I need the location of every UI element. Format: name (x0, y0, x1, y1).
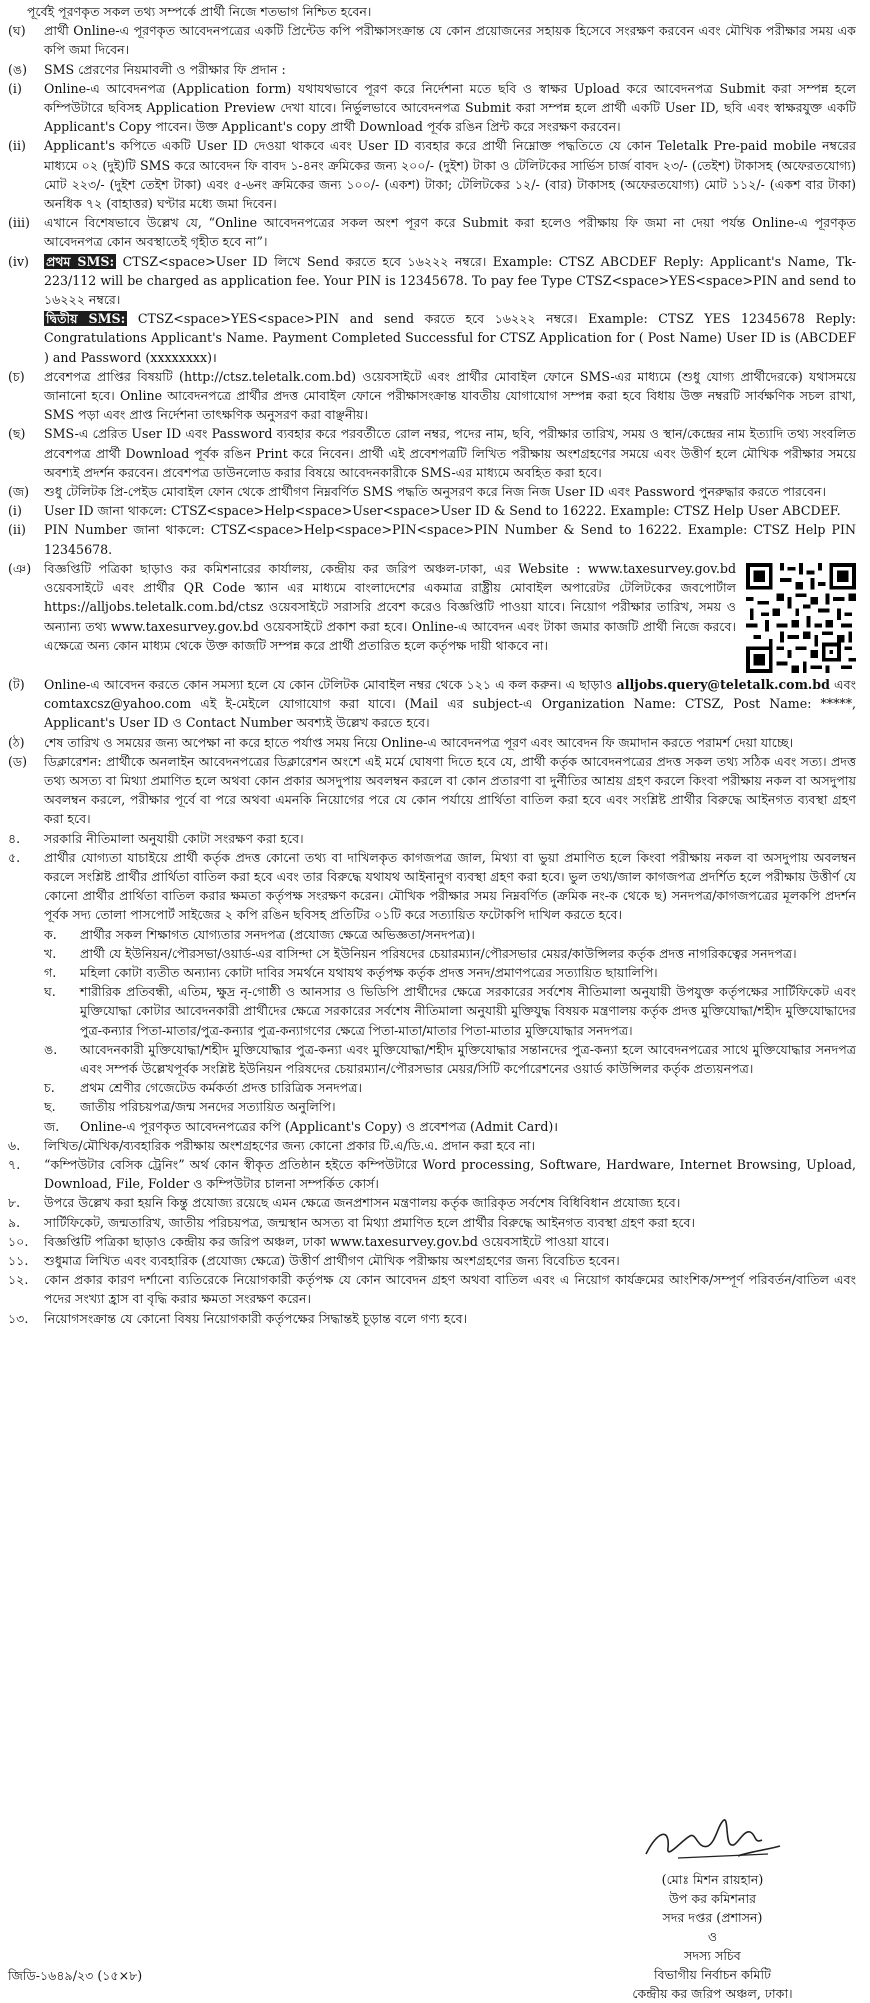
item-12 (8, 1270, 856, 1308)
item-sms-iii (8, 213, 856, 251)
marker: চ. (44, 1080, 55, 1096)
marker: গ. (44, 964, 57, 980)
signatory-name: (মোঃ মিশন রায়হান) (661, 1872, 764, 1887)
item-7 (8, 1155, 856, 1193)
item-text: প্রার্থী Online-এ পূরণকৃত আবেদনপত্রের একটি প্রিন্টেড কপি পরীক্ষাসংক্রান্ত যে কোন প্রয়োজনের সহায়ক হিসেবে সংরক্ষণ করবেন এবং মৌখিক পরীক্ষার সময় এক কপি জমা দিবেন। (44, 23, 856, 58)
item-gha (8, 21, 856, 59)
doc-item-ga (8, 963, 856, 982)
item-text: কোন প্রকার কারণ দর্শানো ব্যতিরেকে নিয়োগকারী কর্তৃপক্ষ যে কোন আবেদন গ্রহণ অথবা বাতিল এবং এ নিয়োগ কার্যক্রমের আংশিক/সম্পূর্ণ পরিবর্তন/বাতিল এবং পদের সংখ্যা হ্রাস বা বৃদ্ধি করার ক্ষমতা সংরক্ষণ করেন। (44, 1272, 856, 1307)
item-4 (8, 829, 856, 848)
item-jha (8, 559, 856, 675)
item-9 (8, 1213, 856, 1232)
item-da (8, 752, 856, 829)
doc-item-umo (8, 1040, 856, 1078)
signatory-zone: কেন্দ্রীয় কর জরিপ অঞ্চল, ঢাকা। (632, 1986, 793, 2001)
marker: ক. (44, 926, 57, 942)
item-text: শেষ তারিখ ও সময়ের জন্য অপেক্ষা না করে হাতে পর্যাপ্ত সময় নিয়ে Online-এ আবেদনপত্র পূরণ এবং আবেদন ফি জমাদান করতে পরামর্শ দেয়া যাচ্ছে। (44, 734, 794, 750)
ta-text-1: Online-এ আবেদন করতে কোন সমস্যা হলে যে কোন টেলিটক মোবাইল নম্বর থেকে ১২১ এ কল করুন। এ ছাড়াও (44, 676, 617, 692)
marker: (ii) (8, 138, 26, 154)
marker: (ট) (8, 676, 25, 692)
item-text (44, 559, 856, 675)
item-text: শুধু টেলিটক প্রি-পেইড মোবাইল ফোন থেকে প্রার্থীগণ নিম্নবর্ণিত SMS পদ্ধতি অনুসরণ করে নিজ নিজ User ID এবং Password পুনরুদ্ধার করতে পারবেন। (44, 484, 827, 500)
signature-block (575, 1810, 850, 2003)
marker: (ঠ) (8, 734, 25, 750)
marker: (ঙ) (8, 61, 28, 77)
item-ta (8, 675, 856, 733)
item-text: SMS-এ প্রেরিত User ID এবং Password ব্যবহার করে পরবর্তীতে রোল নম্বর, পদের নাম, ছবি, পরীক্ষার তারিখ, সময় ও স্থান/কেন্দ্রের নাম ইত্যাদি তথ্য সংবলিত প্রবেশপত্র প্রার্থী Download পূর্বক রঙিন Print করে নিবেন। প্রার্থী এই প্রবেশপত্রটি লিখিত পরীক্ষায় অংশগ্রহণের সময়ে এবং উত্তীর্ণ হলে মৌখিক পরীক্ষার সময়ে অবশ্যই প্রদর্শন করবেন। প্রবেশপত্র ডাউনলোড করার বিষয়ে আবেদনকারীকে SMS-এর মাধ্যমে অবহিত করা হবে। (44, 426, 856, 480)
item-text: ডিক্লারেশন: প্রার্থীকে অনলাইন আবেদনপত্রের ডিক্লারেশন অংশে এই মর্মে ঘোষণা দিতে হবে যে, প্রার্থী কর্তৃক আবেদনপত্রের প্রদত্ত সকল তথ্য সঠিক এবং সত্য। প্রদত্ত তথ্য অসত্য বা মিথ্যা প্রমাণিত হলে অথবা কোন প্রকার অসদুপায় অবলম্বন করলে বা কোন প্রতারণা বা দুর্নীতির আশ্রয় গ্রহণ করলে কিংবা পরীক্ষায় নকল বা অসদুপায় অবলম্বন করলে, পরীক্ষার পূর্বে বা পরে অথবা এমনকি নিয়োগের পরে যে কোন পর্যায়ে প্রার্থিতা বাতিল করা হবে এবং সংশ্লিষ্ট প্রার্থীর বিরুদ্ধে আইনগত ব্যবস্থা গ্রহণ করা হবে। (44, 753, 856, 827)
item-text: লিখিত/মৌখিক/ব্যবহারিক পরীক্ষায় অংশগ্রহণের জন্য কোনো প্রকার টি.এ/ডি.এ. প্রদান করা হবে না। (44, 1137, 535, 1153)
marker: ১০. (8, 1233, 29, 1249)
item-text: সার্টিফিকেট, জন্মতারিখ, জাতীয় পরিচয়পত্র, জন্মস্থান অসত্য বা মিথ্যা প্রমাণিত হলে প্রার্থীর বিরুদ্ধে আইনগত ব্যবস্থা গ্রহণ করা হবে। (44, 1214, 696, 1230)
doc-item-cha (8, 1078, 856, 1097)
item-sms-ii (8, 136, 856, 213)
item-11 (8, 1251, 856, 1270)
qr-code-icon[interactable] (746, 563, 856, 673)
first-sms-text: CTSZ<space>User ID লিখে Send করতে হবে ১৬২২২ নম্বরে। Example: CTSZ ABCDEF Reply: Applicant's Name, Tk-223/112 will be charged as application fee. Your PIN is 12345678. To pay fee Type CTSZ<space>YES<space>PIN and send to ১৬২২২ নম্বরে। (44, 253, 856, 308)
marker: ৮. (8, 1195, 21, 1211)
marker: (iii) (8, 215, 30, 231)
first-sms-tag: প্রথম SMS: (46, 253, 115, 269)
signatory-committee: বিভাগীয় নির্বাচন কমিটি (654, 1967, 771, 1982)
doc-item-ja (8, 1117, 856, 1136)
marker: ঙ. (44, 1041, 58, 1057)
marker: (জ) (8, 484, 30, 500)
item-text: সরকারি নীতিমালা অনুযায়ী কোটা সংরক্ষণ করা হবে। (44, 830, 304, 846)
second-sms-tag: দ্বিতীয় SMS: (46, 311, 126, 327)
marker: (চ) (8, 368, 25, 384)
doc-item-kha (8, 944, 856, 963)
marker: (ii) (8, 522, 26, 538)
marker: ৭. (8, 1156, 21, 1172)
marker: (i) (8, 503, 22, 519)
signatory-title: উপ কর কমিশনার (668, 1891, 757, 1906)
helpdesk-email-link[interactable]: alljobs.query@teletalk.com.bd (616, 676, 830, 692)
doc-item-gha (8, 982, 856, 1040)
marker: (ঘ) (8, 23, 26, 39)
item-chha (8, 424, 856, 482)
item-umo (8, 60, 856, 79)
marker: ৯. (8, 1214, 21, 1230)
marker: (ঞ) (8, 560, 32, 576)
item-6 (8, 1136, 856, 1155)
item-text: উপরে উল্লেখ করা হয়নি কিন্তু প্রযোজ্য রয়েছে এমন ক্ষেত্রে জনপ্রশাসন মন্ত্রণালয় কর্তৃক জারিকৃত সর্বশেষ বিধিবিধান প্রযোজ্য হবে। (44, 1195, 681, 1211)
item-text: প্রবেশপত্র প্রাপ্তির বিষয়টি (http://ctsz.teletalk.com.bd) ওয়েবসাইটে এবং প্রার্থীর মোবাইল ফোনে SMS-এর মাধ্যমে (শুধু যোগ্য প্রার্থীদেরকে) যথাসময়ে জানানো হবে। Online আবেদনপত্রে প্রার্থীর প্রদত্ত মোবাইল ফোনে পরীক্ষাসংক্রান্ত যাবতীয় যোগাযোগ সম্পন্ন করা হবে বিধায় উক্ত নম্বরটি সার্বক্ষণিক সচল রাখা, SMS পড়া এবং প্রাপ্ত নির্দেশনা তাৎক্ষণিক অনুসরণ করা বাঞ্ছনীয়। (44, 368, 856, 423)
marker: ১৩. (8, 1310, 29, 1326)
item-text (44, 675, 856, 733)
item-cha (8, 367, 856, 425)
item-text: প্রথম শ্রেণীর গেজেটেড কর্মকর্তা প্রদত্ত চারিত্রিক সনদপত্র। (80, 1080, 363, 1096)
marker: ছ. (44, 1099, 56, 1115)
item-ja (8, 482, 856, 501)
item-text: নিয়োগসংক্রান্ত যে কোনো বিষয় নিয়োগকারী কর্তৃপক্ষের সিদ্ধান্তই চূড়ান্ত বলে গণ্য হবে। (44, 1310, 468, 1326)
item-10 (8, 1232, 856, 1251)
marker: ৬. (8, 1137, 21, 1153)
gd-number: জিডি-১৬৪৯/২৩ (১৫×৮) (8, 1968, 143, 1983)
item-text: Online-এ আবেদনপত্র (Application form) যথাযথভাবে পূরণ করে নির্দেশনা মতে ছবি ও স্বাক্ষর Upload করে আবেদনপত্র Submit করা সম্পন্ন হলে কম্পিউটারে ছবিসহ Application Preview দেখা যাবে। নির্ভুলভাবে আবেদনপত্র Submit করা সম্পন্ন হলে প্রার্থী একটি User ID, ছবি এবং স্বাক্ষরযুক্ত একটি Applicant's Copy পাবেন। উক্ত Applicant's copy প্রার্থী Download পূর্বক রঙিন প্রিন্ট করে সংরক্ষণ করবেন। (44, 80, 856, 135)
signatory-office: সদর দপ্তর (প্রশাসন) (662, 1910, 763, 1925)
item-text: শারীরিক প্রতিবন্ধী, এতিম, ক্ষুদ্র নৃ-গোষ্ঠী ও আনসার ও ভিডিপি প্রার্থীদের ক্ষেত্রে সরকারের সর্বশেষ নীতিমালা অনুযায়ী উপযুক্ত কর্তৃপক্ষের সার্টিফিকেট এবং মুক্তিযোদ্ধা কোটার আবেদনকারী প্রার্থীদের ক্ষেত্রে সরকারের সর্বশেষ নীতিমালা অনুযায়ী মুক্তিযুদ্ধ বিষয়ক মন্ত্রণালয় কর্তৃক প্রদত্ত মুক্তিযোদ্ধা/শহীদ মুক্তিযোদ্ধাদের পুত্র-কন্যার পিতা-মাতার/পুত্র-কন্যার পুত্র-কন্যাগণের ক্ষেত্রে পিতা-মাতা/মাতার পিতা-মাতার মুক্তিযোদ্ধার সনদপত্র। (80, 984, 856, 1038)
item-recover-i (8, 501, 856, 520)
doc-item-chha (8, 1097, 856, 1116)
item-text: শুধুমাত্র লিখিত এবং ব্যবহারিক (প্রযোজ্য ক্ষেত্রে) উত্তীর্ণ প্রার্থীগণ মৌখিক পরীক্ষায় অংশগ্রহণের জন্য বিবেচিত হবেন। (44, 1252, 620, 1268)
item-text: প্রার্থী যে ইউনিয়ন/পৌরসভা/ওয়ার্ড-এর বাসিন্দা সে ইউনিয়ন পরিষদের চেয়ারম্যান/পৌরসভার মেয়র/কাউন্সিলর কর্তৃক প্রদত্ত নাগরিকত্বের সনদপত্র। (80, 945, 797, 961)
item-text: PIN Number জানা থাকলে: CTSZ<space>Help<space>PIN<space>PIN Number & Send to 16222. Example: CTSZ Help PIN 12345678. (44, 522, 856, 557)
item-text: এখানে বিশেষভাবে উল্লেখ যে, “Online আবেদনপত্রের সকল অংশ পূরণ করে Submit করা হলেও পরীক্ষায় ফি জমা না দেয়া পর্যন্ত Online-এ পূরণকৃত আবেদনপত্র কোন অবস্থাতেই গৃহীত হবে না”। (44, 215, 856, 250)
item-text: আবেদনকারী মুক্তিযোদ্ধা/শহীদ মুক্তিযোদ্ধার পুত্র-কন্যা এবং মুক্তিযোদ্ধা/শহীদ মুক্তিযোদ্ধার সন্তানদের পুত্র-কন্যা হলে আবেদনপত্রের সাথে মুক্তিযোদ্ধার সনদপত্র এবং সম্পর্ক উল্লেখপূর্বক সংশ্লিষ্ট ইউনিয়ন পরিষদের চেয়ারম্যান/পৌরসভার মেয়র/সিটি কর্পোরেশনের ওয়ার্ড কাউন্সিলর কর্তৃক প্রত্যয়নপত্র। (80, 1041, 856, 1076)
item-recover-ii (8, 520, 856, 558)
signatory-role: সদস্য সচিব (684, 1948, 741, 1963)
marker: ১১. (8, 1252, 29, 1268)
marker: ১২. (8, 1272, 29, 1288)
item-text: প্রার্থীর সকল শিক্ষাগত যোগ্যতার সনদপত্র (প্রযোজ্য ক্ষেত্রে অভিজ্ঞতা/সনদপত্র)। (80, 926, 475, 942)
item-8 (8, 1193, 856, 1212)
intro-text: পূর্বেই পূরণকৃত সকল তথ্য সম্পর্কে প্রার্থী নিজে শতভাগ নিশ্চিত হবেন। (27, 4, 372, 19)
item-text: জাতীয় পরিচয়পত্র/জন্ম সনদের সত্যায়িত অনুলিপি। (80, 1099, 336, 1115)
notice-body (8, 2, 856, 1328)
item-text (44, 252, 856, 367)
item-text: SMS প্রেরণের নিয়মাবলী ও পরীক্ষার ফি প্রদান : (44, 61, 286, 77)
marker: (ছ) (8, 426, 26, 442)
item-text: বিজ্ঞপ্তিটি পত্রিকা ছাড়াও কেন্দ্রীয় কর জরিপ অঞ্চল, ঢাকা www.taxesurvey.gov.bd ওয়েবসাইটে পাওয়া যাবে। (44, 1233, 610, 1249)
intro-line (8, 2, 856, 21)
item-13 (8, 1309, 856, 1328)
marker: ৪. (8, 830, 21, 846)
marker: ৫. (8, 849, 21, 865)
item-text: User ID জানা থাকলে: CTSZ<space>Help<space>User<space>User ID & Send to 16222. Example: CTSZ Help User ABCDEF. (44, 503, 841, 519)
handwritten-signature (638, 1810, 788, 1870)
jha-text: বিজ্ঞপ্তিটি পত্রিকা ছাড়াও কর কমিশনারের কার্যালয়, কেন্দ্রীয় কর জরিপ অঞ্চল-ঢাকা, এর Website : www.taxesurvey.gov.bd ওয়েবসাইটে এবং প্রার্থীর QR Code স্ক্যান এর মাধ্যমে বাংলাদেশের একমাত্র রাষ্ট্রীয় মোবাইল অপারেটর টেলিটকের জবপোর্টাল https://alljobs.teletalk.com.bd/ctsz ওয়েবসাইটে সরাসরি প্রবেশ করেও বিজ্ঞপ্তিটি পাওয়া যাবে। নিয়োগ পরীক্ষার তারিখ, সময় ও অন্যান্য তথ্য www.taxesurvey.gov.bd ওয়েবসাইটে প্রকাশ করা হবে। Online-এ আবেদন এবং টাকা জমার কাজটি প্রার্থী নিজে করবে। এক্ষেত্রে অন্য কোন মাধ্যম থেকে উক্ত কাজটি সম্পন্ন করে প্রার্থী প্রতারিত হলে কর্তৃপক্ষ দায়ী থাকবে না। (44, 560, 736, 653)
second-sms-text: CTSZ<space>YES<space>PIN and send করতে হবে ১৬২২২ নম্বরে। Example: CTSZ YES 12345678 Reply: Congratulations Applicant's Name. Payment Completed Successful for CTSZ Application for ( Post Name) User ID is (ABCDEF ) and Password (xxxxxxxx)। (44, 311, 856, 365)
item-text: Applicant's কপিতে একটি User ID দেওয়া থাকবে এবং User ID ব্যবহার করে প্রার্থী নিম্নোক্ত পদ্ধতিতে যে কোন Teletalk Pre-paid mobile নম্বরের মাধ্যমে ০২ (দুই)টি SMS করে আবেদন ফি বাবদ ১-৪নং ক্রমিকের জন্য ২০০/- (দুইশ) টাকা ও টেলিটকের সার্ভিস চার্জ বাবদ ২৩/- (তেইশ) টাকাসহ (অফেরতযোগ্য) মোট ২২৩/- (দুইশ তেইশ টাকা) এবং ৫-৬নং ক্রমিকের জন্য ১০০/- (একশ) টাকা; টেলিটকের ১২/- (বার) টাকাসহ (অফেরতযোগ্য) মোট ১১২/- (একশ বার টাকা) অনধিক ৭২ (বাহাত্তর) ঘণ্টার মধ্যে জমা দিবেন। (44, 138, 856, 212)
item-text: প্রার্থীর যোগ্যতা যাচাইয়ে প্রার্থী কর্তৃক প্রদত্ত কোনো তথ্য বা দাখিলকৃত কাগজপত্র জাল, মিথ্যা বা ভুয়া প্রমাণিত হলে কিংবা পরীক্ষায় নকল বা অসদুপায় অবলম্বন করলে সংশ্লিষ্ট প্রার্থীর প্রার্থিতা বাতিল করা হবে এবং তার বিরুদ্ধে যথাযথ আইনানুগ ব্যবস্থা গ্রহণ করা হবে। ভুল তথ্য/জাল কাগজপত্র প্রদর্শিত হলে পরীক্ষায় উত্তীর্ণ যে কোনো প্রার্থীর প্রার্থিতা বাতিল করার ক্ষমতা কর্তৃপক্ষ সংরক্ষণ করেন। মৌখিক পরীক্ষার সময় নিম্নবর্ণিত (ক্রমিক নং-ক থেকে ছ) সনদপত্র/কাগজপত্রের মূলকপি প্রদর্শন পূর্বক সদ্য তোলা পাসপোর্ট সাইজের ২ কপি রঙিন ছবিসহ প্রতিটির ০১টি করে সত্যায়িত ফটোকপি দাখিল করতে হবে। (44, 849, 857, 923)
doc-item-ka (8, 925, 856, 944)
item-text: মহিলা কোটা ব্যতীত অন্যান্য কোটা দাবির সমর্থনে যথাযথ কর্তৃপক্ষ কর্তৃক প্রদত্ত সনদ/প্রমাণপত্রের সত্যায়িত ছায়ালিপি। (80, 964, 658, 980)
item-5 (8, 848, 856, 925)
marker: জ. (44, 1118, 60, 1134)
marker: (i) (8, 80, 22, 96)
item-tha (8, 733, 856, 752)
marker: (ড) (8, 753, 28, 769)
marker: (iv) (8, 253, 29, 269)
marker: ঘ. (44, 984, 56, 1000)
item-sms-i (8, 79, 856, 137)
signatory-and: ও (707, 1929, 718, 1944)
marker: খ. (44, 945, 57, 961)
item-text: “কম্পিউটার বেসিক ট্রেনিং” অর্থ কোন স্বীকৃত প্রতিষ্ঠান হইতে কম্পিউটারে Word processing, Software, Hardware, Internet Browsing, Upload, Download, File, Folder ও কম্পিউটার চালনা সম্পর্কিত কোর্স। (44, 1156, 856, 1192)
ta-text-2: এবং comtaxcsz@yahoo.com এই ই-মেইলে যোগাযোগ করা যাবে। (Mail এর subject-এ Organization Name: CTSZ, Post Name: *****, Applicant's User ID ও Contact Number অবশ্যই উল্লেখ করতে হবে। (44, 676, 856, 731)
item-text: Online-এ পূরণকৃত আবেদনপত্রের কপি (Applicant's Copy) ও প্রবেশপত্র (Admit Card)। (80, 1118, 559, 1134)
item-sms-iv (8, 252, 856, 367)
